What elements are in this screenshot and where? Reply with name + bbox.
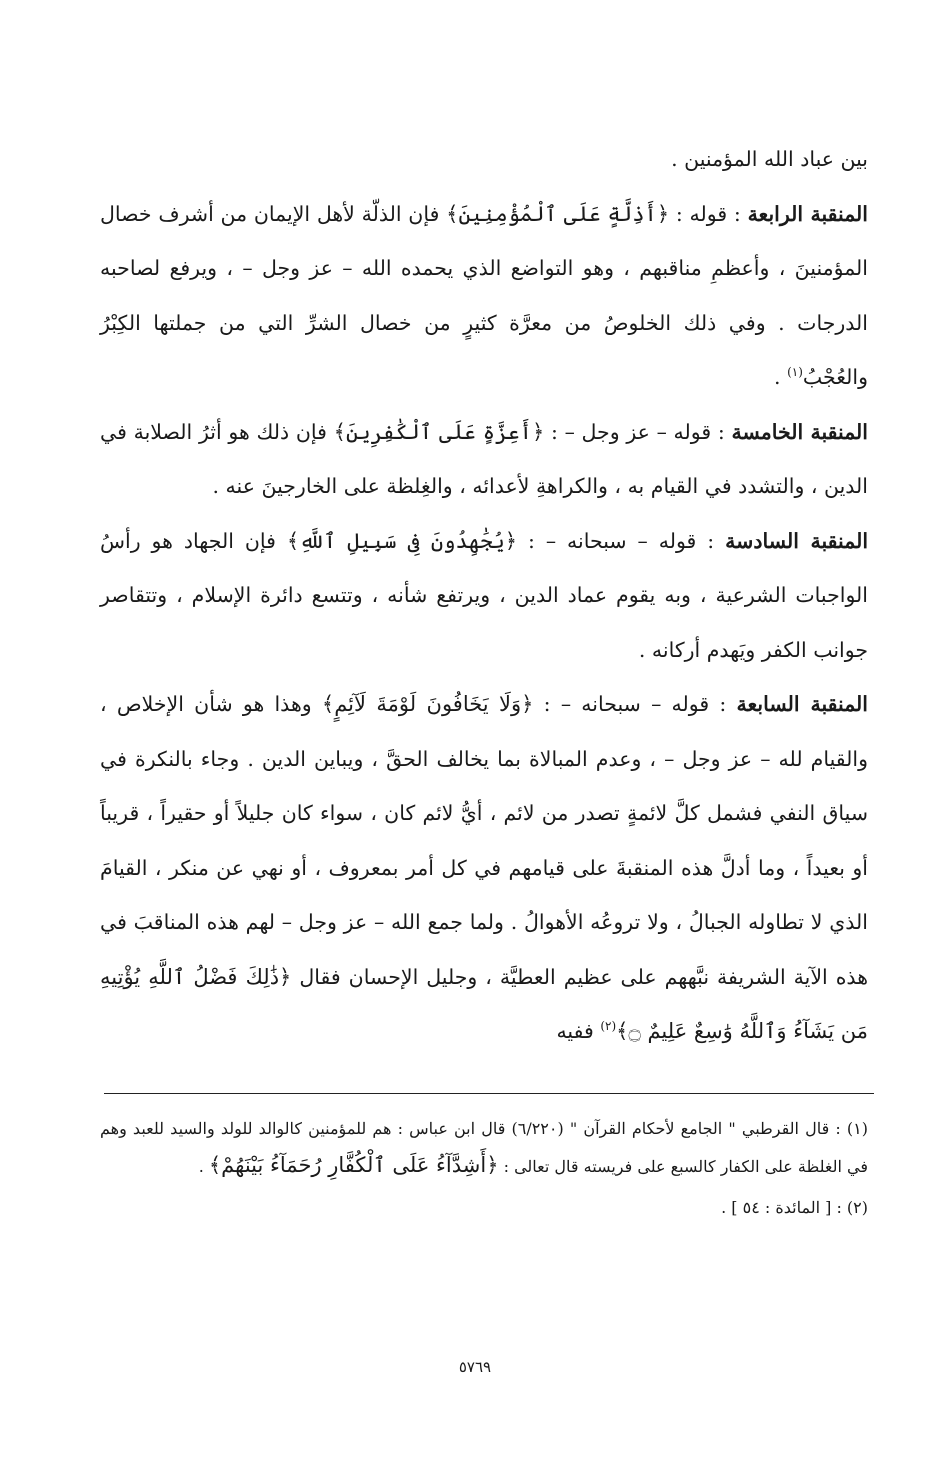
intro-text: بين عباد الله المؤمنين . — [671, 147, 868, 171]
paragraph-fifth-virtue — [100, 405, 868, 514]
fourth-virtue-pre: : قوله : — [669, 201, 748, 226]
footnotes-section — [100, 1110, 868, 1226]
quran-verse-fourth: ﴿أَذِلَّةٍ عَلَى ٱلْمُؤْمِنِينَ﴾ — [446, 201, 670, 226]
footnote-ref-1[interactable]: (١) — [787, 365, 803, 380]
fourth-virtue-end: . — [774, 365, 788, 389]
seventh-virtue-text: وهذا هو شأن الإخلاص ، والقيام لله – عز وجل – ، وعدم المبالاة بما يخالف الحقَّ ، ويباين الدين . وجاء بالنكرة في سياق النفي فشمل كلَّ لائمةٍ تصدر من لائم ، أيُّ لائم كان ، سواء كان جليلاً أو حقيراً ، قريباً أو بعيداً ، وما أدلَّ هذه المنقبةَ على قيامهم في كل أمر بمعروف ، أو نهي عن منكر ، القيامَ الذي لا تطاوله الجبالُ ، ولا تروعُه الأهوالُ . ولما جمع الله – عز وجل – لهم هذه المناقبَ في هذه الآية الشريفة نبَّههم على عظيم العطيَّة ، وجليل الإحسان فقال — [100, 692, 868, 989]
fifth-virtue-pre: : قوله – عز وجل – : — [544, 419, 732, 444]
fifth-virtue-text: فإن ذلك هو أثرُ الصلابة في الدين ، والتشدد في القيام به ، والكراهةِ لأعدائه ، والغِلظة على الخارجينَ عنه . — [100, 419, 868, 498]
heading-sixth-virtue: المنقبة السادسة — [725, 528, 869, 553]
quran-verse-seventh: ﴿وَلَا يَخَافُونَ لَوْمَةَ لَآئِمٍ﴾ — [321, 692, 534, 716]
quran-verse-grace: ﴿ذَٰلِكَ فَضْلُ ٱللَّهِ يُؤْتِيهِ مَن يَشَآءُ وَٱللَّهُ وَٰسِعٌ عَلِيمٌ ۝﴾ — [100, 964, 868, 1043]
footnote-2 — [100, 1189, 868, 1226]
heading-fifth-virtue: المنقبة الخامسة — [731, 419, 869, 444]
paragraph-intro — [100, 132, 868, 187]
footnote-1 — [100, 1110, 868, 1185]
footnote-1-end: . — [198, 1157, 209, 1176]
sixth-virtue-pre: : قوله – سبحانه – : — [517, 528, 726, 553]
fourth-virtue-text: فإن الذلّة لأهل الإيمان من أشرف خصال المؤمنينَ ، وأعظمِ مناقبهم ، وهو التواضع الذي يحمده الله – عز وجل – ، ويرفع لصاحبه الدرجات . وفي ذلك الخلوصُ من معرَّة كثيرٍ من خصال الشرِّ التي من جملتها الكِبْرُ والعُجْبُ — [100, 201, 868, 389]
quran-verse-fifth: ﴿أَعِزَّةٍ عَلَى ٱلْكَٰفِرِينَ﴾ — [333, 419, 545, 444]
footnote-1-text: (١) : قال القرطبي " الجامع لأحكام القرآن " (٦/٢٢٠) قال ابن عباس : هم للمؤمنين كالوالد للولد والسيد للعبد وهم في الغلظة على الكفار كالسبع على فريسته قال تعالى : — [100, 1119, 868, 1176]
quran-verse-sixth: ﴿يُجَٰهِدُونَ فِى سَبِيلِ ٱللَّهِ﴾ — [286, 528, 518, 553]
footnote-ref-2[interactable]: (٢) — [600, 1019, 617, 1034]
page-number: ٥٧٦٩ — [458, 1358, 492, 1376]
footnote-2-text: (٢) : [ المائدة : ٥٤ ] . — [721, 1198, 868, 1217]
sixth-virtue-text: فإن الجهاد هو رأسُ الواجبات الشرعية ، وبه يقوم عماد الدين ، ويرتفع شأنه ، وتتسع دائرة الإسلام ، وتتقاصر جوانب الكفر ويَهدم أركانه . — [100, 528, 868, 662]
paragraph-seventh-virtue — [100, 677, 868, 1059]
heading-fourth-virtue: المنقبة الرابعة — [747, 201, 868, 226]
footnote-separator — [104, 1093, 874, 1094]
paragraph-sixth-virtue — [100, 514, 868, 678]
heading-seventh-virtue: المنقبة السابعة — [736, 692, 868, 716]
main-body-text — [100, 132, 868, 1059]
seventh-virtue-pre: : قوله – سبحانه – : — [533, 692, 737, 716]
seventh-virtue-end: ففيه — [556, 1019, 601, 1043]
paragraph-fourth-virtue — [100, 187, 868, 405]
footnote-1-quran: ﴿أَشِدَّآءُ عَلَى ٱلْكُفَّارِ رُحَمَآءُ بَيْنَهُمْ﴾ — [208, 1153, 499, 1177]
